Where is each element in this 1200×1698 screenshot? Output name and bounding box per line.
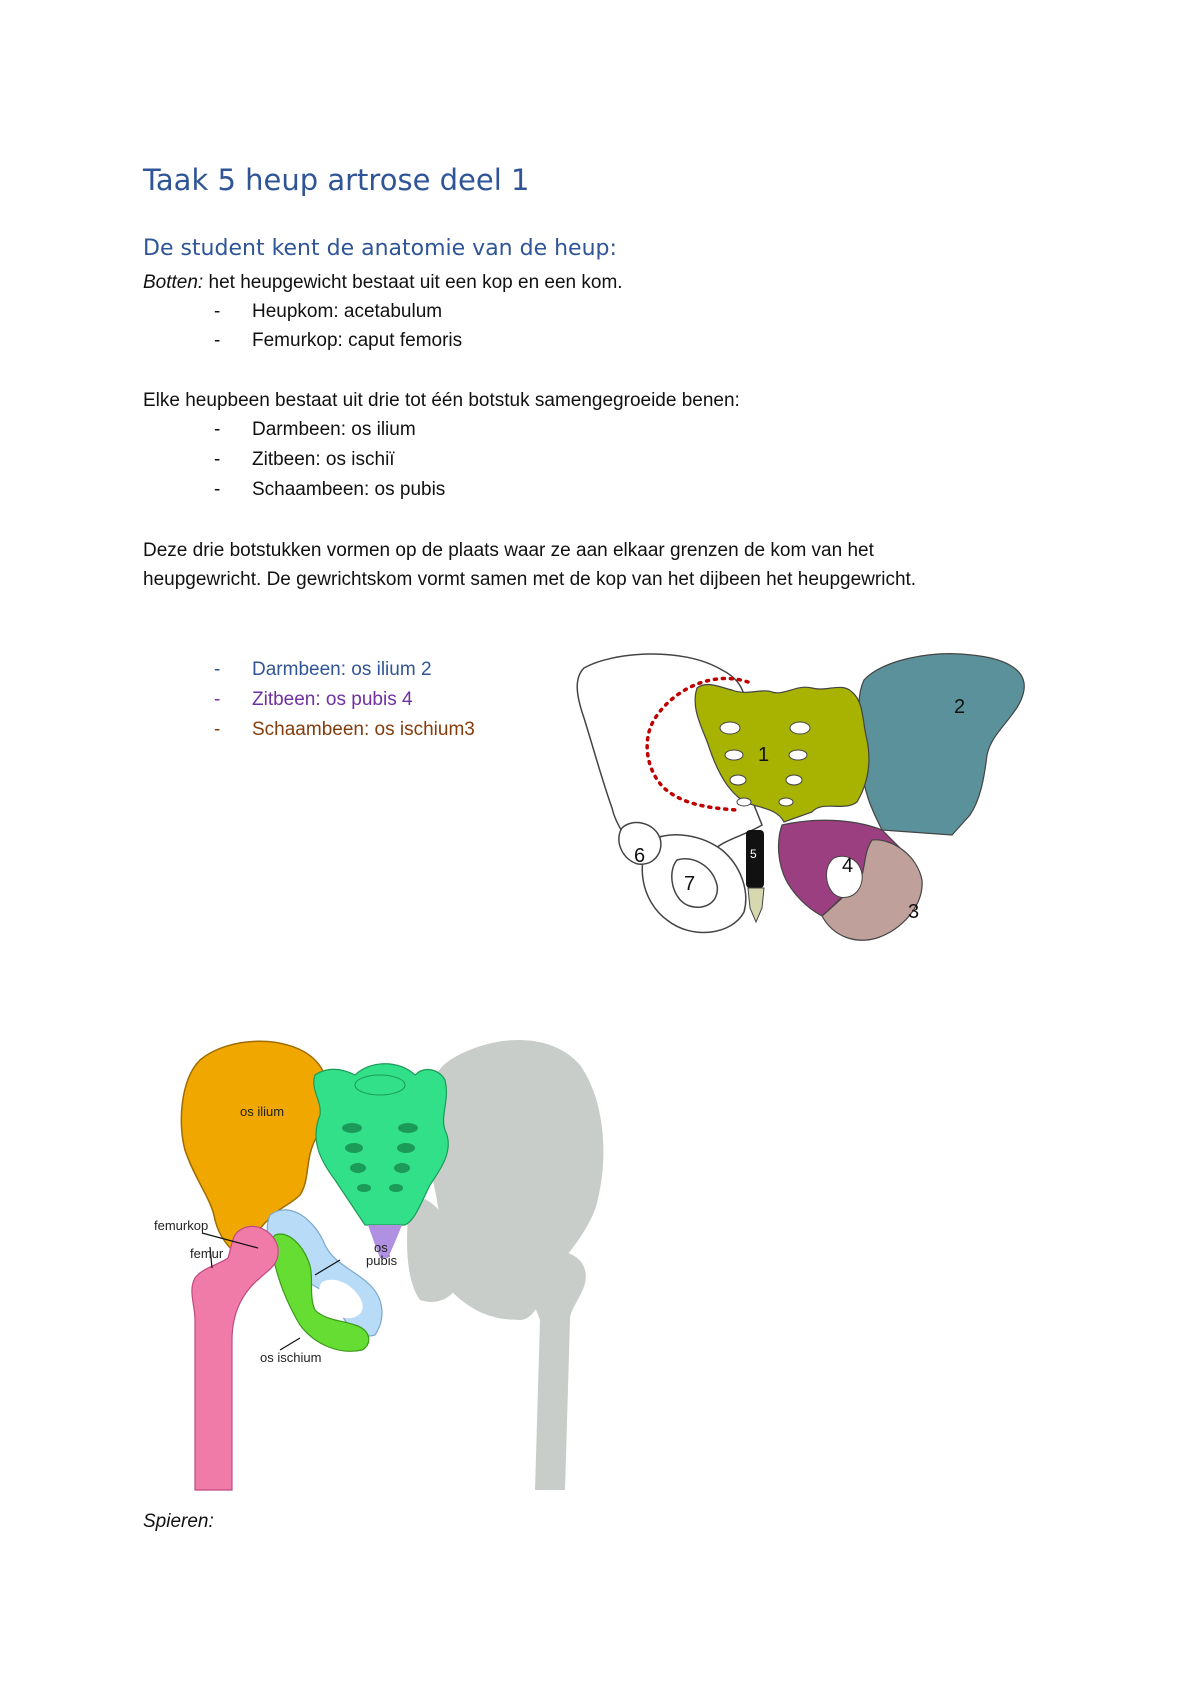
label-femur: femur <box>190 1246 224 1261</box>
bones-intro-line <box>143 271 623 295</box>
figure1-label-6: 6 <box>634 845 646 867</box>
spieren-heading: Spieren: <box>143 1511 214 1532</box>
ilium-region <box>859 654 1024 835</box>
list-item: - Schaambeen: os pubis <box>214 479 446 500</box>
list-item: - Zitbeen: os ischiï <box>214 449 395 470</box>
document-title: Taak 5 heup artrose deel 1 <box>143 163 530 197</box>
right-femur-grey <box>527 1251 586 1490</box>
list-item: - Darmbeen: os ilium <box>214 419 416 440</box>
figure1-label-1: 1 <box>758 744 770 766</box>
list-item: - Heupkom: acetabulum <box>214 301 443 322</box>
figure1-label-7: 7 <box>684 873 696 895</box>
figure1-label-5: 5 <box>750 847 757 861</box>
label-os: os <box>374 1240 388 1255</box>
paragraph-line: heupgewricht. De gewrichtskom vormt samen met de kop van het dijbeen het heupgewricht. <box>143 569 917 590</box>
legend-item-pubis: - Zitbeen: os pubis 4 <box>214 689 413 710</box>
paragraph-line: Deze drie botstukken vormen op de plaats waar ze aan elkaar grenzen de kom van het <box>143 540 874 561</box>
label-pubis: pubis <box>366 1253 398 1268</box>
pelvis-labeled-figure <box>140 1020 640 1500</box>
figure1-label-3: 3 <box>908 901 920 923</box>
legend-item-ilium: - Darmbeen: os ilium 2 <box>214 659 432 680</box>
bones-text: het heupgewicht bestaat uit een kop en een kom. <box>203 272 623 293</box>
label-os-ilium: os ilium <box>240 1104 285 1119</box>
pelvis-numbered-figure <box>572 640 1092 960</box>
figure1-label-4: 4 <box>842 855 854 877</box>
figure1-label-2: 2 <box>954 696 966 718</box>
coccyx <box>748 888 764 922</box>
bones-label: Botten: <box>143 272 204 293</box>
legend-item-ischium: - Schaambeen: os ischium3 <box>214 719 475 740</box>
section-heading: De student kent de anatomie van de heup: <box>143 236 617 261</box>
list-item: - Femurkop: caput femoris <box>214 330 463 351</box>
label-os-ischium: os ischium <box>260 1350 322 1365</box>
label-femurkop: femurkop <box>154 1218 209 1233</box>
heupbeen-intro: Elke heupbeen bestaat uit drie tot één botstuk samengegroeide benen: <box>143 390 740 411</box>
